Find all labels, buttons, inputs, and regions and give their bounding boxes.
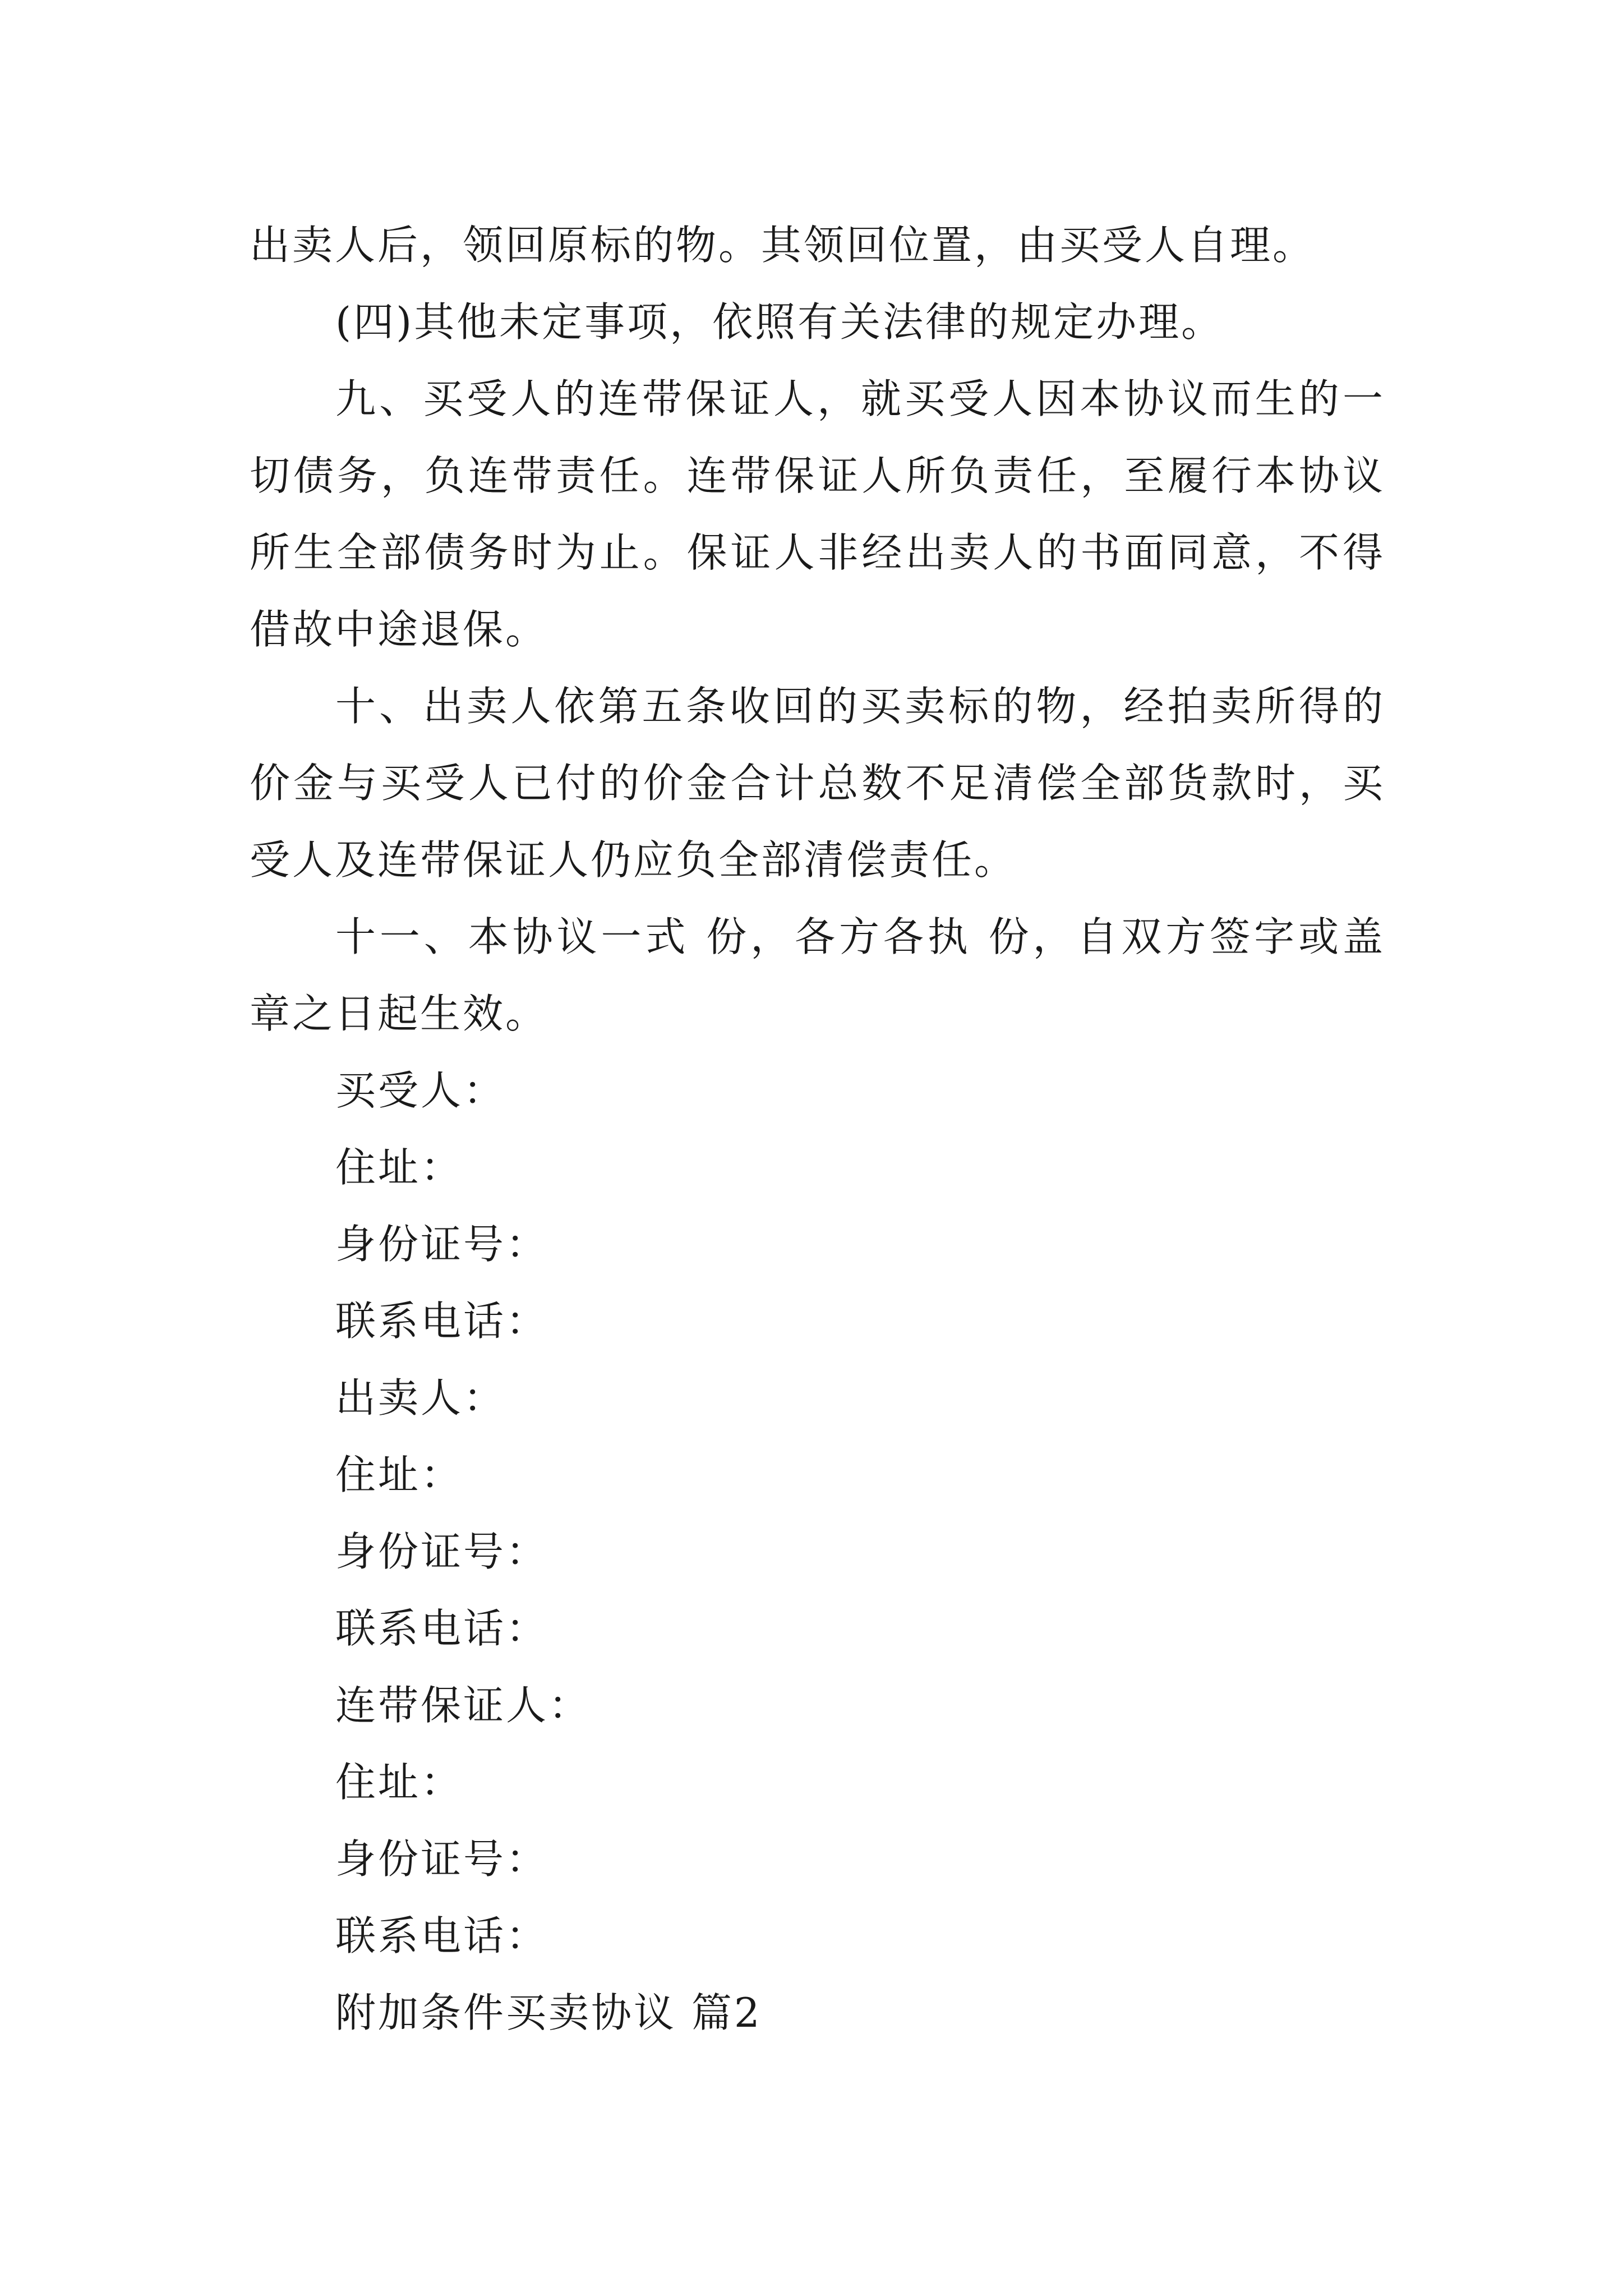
signature-seller-phone: 联系电话： <box>335 1605 549 1652</box>
paragraph-continuation: 出卖人后，领回原标的物。其领回位置，由买受人自理。 <box>250 222 1316 269</box>
signature-guarantor-address: 住址： <box>335 1759 464 1806</box>
signature-buyer-address: 住址： <box>335 1144 464 1191</box>
paragraph-item-4: (四)其他未定事项，依照有关法律的规定办理。 <box>335 298 1224 346</box>
signature-seller-label: 出卖人： <box>335 1374 506 1421</box>
signature-seller-id: 身份证号： <box>335 1528 549 1575</box>
signature-buyer-phone: 联系电话： <box>335 1297 549 1345</box>
signature-guarantor-label: 连带保证人： <box>335 1682 592 1729</box>
signature-buyer-label: 买受人： <box>335 1067 506 1114</box>
next-section-title: 附加条件买卖协议 篇2 <box>335 1989 762 2036</box>
paragraph-clause-10: 十、出卖人依第五条收回的买卖标的物，经拍卖所得的价金与买受人已付的价金合计总数不足清偿全部货款时，买受人及连带保证人仍应负全部清偿责任。 <box>250 683 1385 884</box>
signature-buyer-id: 身份证号： <box>335 1221 549 1268</box>
signature-guarantor-id: 身份证号： <box>335 1835 549 1883</box>
signature-seller-address: 住址： <box>335 1451 464 1498</box>
signature-guarantor-phone: 联系电话： <box>335 1912 549 1959</box>
signature-block <box>250 1052 1385 1975</box>
document-body <box>250 207 1385 2051</box>
paragraph-clause-9: 九、买受人的连带保证人，就买受人因本协议而生的一切债务，负连带责任。连带保证人所负责任，至履行本协议所生全部债务时为止。保证人非经出卖人的书面同意，不得借故中途退保。 <box>250 375 1385 653</box>
paragraph-clause-11: 十一、本协议一式 份，各方各执 份，自双方签字或盖章之日起生效。 <box>250 913 1385 1037</box>
